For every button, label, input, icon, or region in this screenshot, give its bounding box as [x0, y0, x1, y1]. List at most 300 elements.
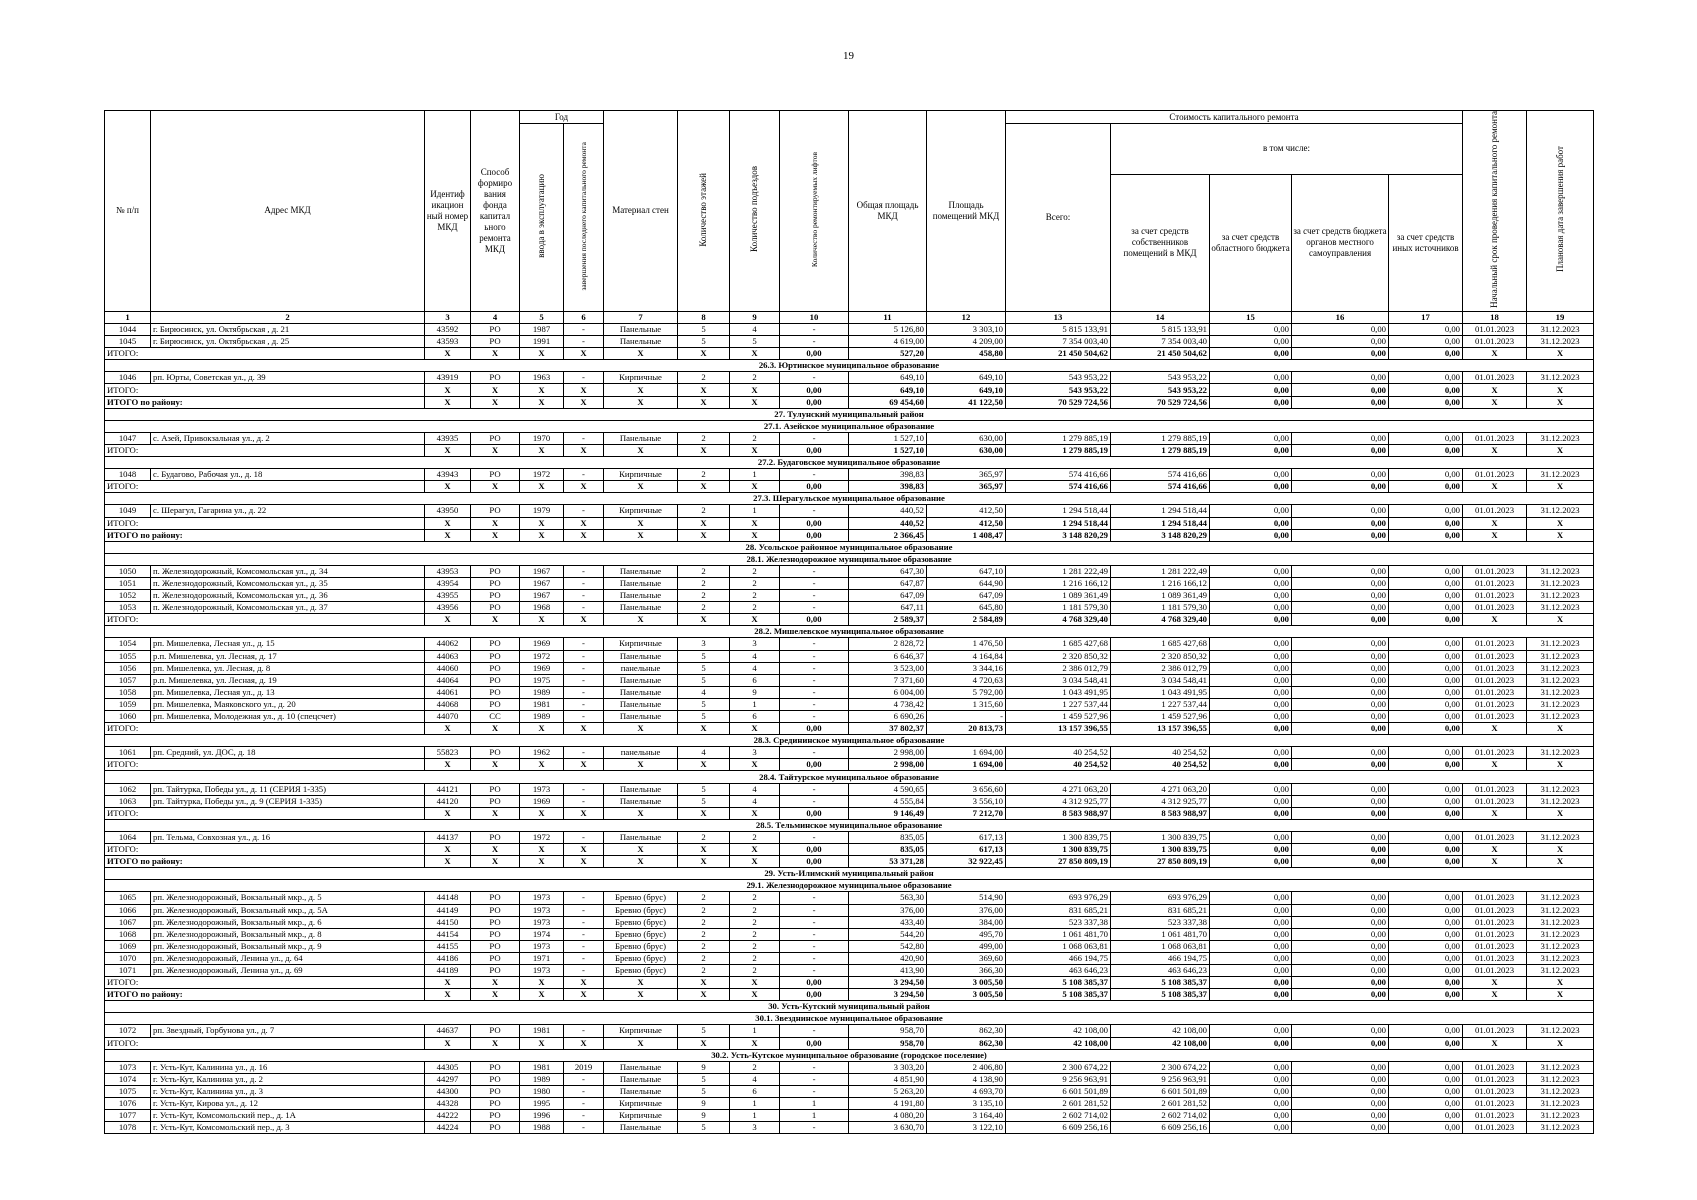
capital-repair-table-container [104, 110, 1593, 1134]
cell-id: 44149 [425, 904, 471, 916]
cell-cost-local: 0,00 [1292, 892, 1389, 904]
cell-floors: 5 [678, 795, 730, 807]
cell-id: 44120 [425, 795, 471, 807]
cell-address: г. Усть-Кут, Калинина ул., д. 3 [151, 1085, 425, 1097]
cell-address: рп. Железнодорожный, Ленина ул., д. 69 [151, 964, 425, 976]
cell-start-date: 01.01.2023 [1463, 940, 1527, 952]
cell-material: Кирпичные [604, 1025, 678, 1037]
cell-year-start: 1980 [520, 1085, 564, 1097]
cell-material: Бревно (брус) [604, 928, 678, 940]
total-label: ИТОГО по району: [105, 856, 425, 868]
total-cost-other: 0,00 [1389, 977, 1463, 989]
table-row [105, 336, 1594, 348]
cell-cost-total: 1 279 885,19 [1006, 432, 1111, 444]
header-lifts-label: Количество ремонтируемых лифтов [809, 151, 819, 267]
total-cost-local: 0,00 [1292, 723, 1389, 735]
cell-cost-total: 1 300 839,75 [1006, 831, 1111, 843]
total-total-area: 440,52 [849, 517, 927, 529]
cell-total-area: 420,90 [849, 952, 927, 964]
cell-cost-other: 0,00 [1389, 928, 1463, 940]
cell-material: Панельные [604, 650, 678, 662]
total-lifts: 0,00 [780, 1037, 849, 1049]
total-label: ИТОГО по району: [105, 529, 425, 541]
total-premises-area: 649,10 [927, 384, 1006, 396]
total-entrances: X [730, 348, 780, 360]
cell-total-area: 4 191,80 [849, 1098, 927, 1110]
total-entrances: X [730, 856, 780, 868]
cell-premises-area: 4 720,63 [927, 674, 1006, 686]
cell-method: РО [471, 577, 520, 589]
cell-floors: 5 [678, 698, 730, 710]
cell-year-start: 1989 [520, 711, 564, 723]
cell-np: 1049 [105, 505, 151, 517]
cell-cost-owners: 1 216 166,12 [1111, 577, 1210, 589]
cell-end-date: 31.12.2023 [1527, 916, 1594, 928]
cell-method: РО [471, 1085, 520, 1097]
total-cost-owners: 8 583 988,97 [1111, 807, 1210, 819]
header-incl: в том числе: [1111, 124, 1463, 175]
total-start-date: X [1463, 1037, 1527, 1049]
cell-cost-regional: 0,00 [1210, 892, 1292, 904]
total-end-date: X [1527, 348, 1594, 360]
cell-year-last: - [564, 505, 604, 517]
table-row [105, 698, 1594, 710]
cell-year-last: - [564, 940, 604, 952]
cell-address: г. Усть-Кут, Комсомольский пер., д. 3 [151, 1122, 425, 1134]
table-row [105, 1110, 1594, 1122]
cell-cost-regional: 0,00 [1210, 711, 1292, 723]
cell-end-date: 31.12.2023 [1527, 1025, 1594, 1037]
cell-address: с. Шерагул, Гагарина ул., д. 22 [151, 505, 425, 517]
cell-cost-total: 2 320 850,32 [1006, 650, 1111, 662]
total-cost-total: 8 583 988,97 [1006, 807, 1111, 819]
cell-entrances: 2 [730, 928, 780, 940]
cell-start-date: 01.01.2023 [1463, 602, 1527, 614]
cell-floors: 5 [678, 336, 730, 348]
total-id: X [425, 384, 471, 396]
cell-year-last: - [564, 1098, 604, 1110]
cell-cost-other: 0,00 [1389, 602, 1463, 614]
cell-year-last: - [564, 952, 604, 964]
cell-end-date: 31.12.2023 [1527, 892, 1594, 904]
cell-year-start: 1969 [520, 795, 564, 807]
total-cost-owners: 1 294 518,44 [1111, 517, 1210, 529]
cell-cost-other: 0,00 [1389, 662, 1463, 674]
total-floors: X [678, 1037, 730, 1049]
cell-end-date: 31.12.2023 [1527, 1085, 1594, 1097]
cell-start-date: 01.01.2023 [1463, 577, 1527, 589]
total-id: X [425, 614, 471, 626]
subtotal-row [105, 517, 1594, 529]
cell-year-start: 1974 [520, 928, 564, 940]
cell-lifts: - [780, 1085, 849, 1097]
cell-entrances: 2 [730, 892, 780, 904]
cell-start-date: 01.01.2023 [1463, 686, 1527, 698]
cell-year-last: - [564, 1073, 604, 1085]
cell-method: РО [471, 324, 520, 336]
cell-cost-local: 0,00 [1292, 940, 1389, 952]
total-cost-local: 0,00 [1292, 807, 1389, 819]
cell-cost-owners: 6 609 256,16 [1111, 1122, 1210, 1134]
total-cost-regional: 0,00 [1210, 989, 1292, 1001]
total-id: X [425, 844, 471, 856]
cell-total-area: 3 523,00 [849, 662, 927, 674]
total-method: X [471, 614, 520, 626]
cell-cost-local: 0,00 [1292, 904, 1389, 916]
section-header-row [105, 626, 1594, 638]
cell-total-area: 647,87 [849, 577, 927, 589]
cell-cost-regional: 0,00 [1210, 505, 1292, 517]
cell-method: РО [471, 638, 520, 650]
total-cost-local: 0,00 [1292, 444, 1389, 456]
cell-method: РО [471, 795, 520, 807]
cell-method: РО [471, 928, 520, 940]
cell-method: РО [471, 783, 520, 795]
cell-method: РО [471, 432, 520, 444]
cell-premises-area: 647,09 [927, 590, 1006, 602]
cell-cost-regional: 0,00 [1210, 1122, 1292, 1134]
table-row [105, 747, 1594, 759]
total-cost-total: 4 768 329,40 [1006, 614, 1111, 626]
cell-total-area: 5 126,80 [849, 324, 927, 336]
total-floors: X [678, 444, 730, 456]
column-number-cell: 16 [1292, 311, 1389, 323]
total-id: X [425, 517, 471, 529]
cell-lifts: - [780, 565, 849, 577]
cell-lifts: - [780, 469, 849, 481]
cell-year-start: 1962 [520, 747, 564, 759]
capital-repair-table [104, 110, 1594, 1134]
cell-start-date: 01.01.2023 [1463, 747, 1527, 759]
cell-cost-total: 574 416,66 [1006, 469, 1111, 481]
section-title: 27. Тулунский муниципальный район [105, 408, 1594, 420]
cell-end-date: 31.12.2023 [1527, 686, 1594, 698]
total-label: ИТОГО: [105, 348, 425, 360]
cell-material: Панельные [604, 686, 678, 698]
cell-cost-total: 3 034 548,41 [1006, 674, 1111, 686]
section-title: 28.5. Тельминское муниципальное образование [105, 819, 1594, 831]
cell-cost-regional: 0,00 [1210, 952, 1292, 964]
cell-lifts: - [780, 674, 849, 686]
cell-np: 1056 [105, 662, 151, 674]
cell-start-date: 01.01.2023 [1463, 1073, 1527, 1085]
cell-cost-other: 0,00 [1389, 1061, 1463, 1073]
total-cost-owners: 42 108,00 [1111, 1037, 1210, 1049]
total-end-date: X [1527, 977, 1594, 989]
cell-cost-owners: 2 602 714,02 [1111, 1110, 1210, 1122]
total-premises-area: 617,13 [927, 844, 1006, 856]
cell-material: Панельные [604, 565, 678, 577]
cell-year-start: 1987 [520, 324, 564, 336]
cell-cost-local: 0,00 [1292, 928, 1389, 940]
cell-start-date: 01.01.2023 [1463, 638, 1527, 650]
cell-end-date: 31.12.2023 [1527, 650, 1594, 662]
cell-floors: 5 [678, 662, 730, 674]
cell-year-start: 1969 [520, 638, 564, 650]
cell-id: 44150 [425, 916, 471, 928]
total-end-date: X [1527, 844, 1594, 856]
cell-lifts: - [780, 783, 849, 795]
cell-total-area: 4 590,65 [849, 783, 927, 795]
total-total-area: 527,20 [849, 348, 927, 360]
cell-total-area: 4 555,84 [849, 795, 927, 807]
total-cost-owners: 5 108 385,37 [1111, 989, 1210, 1001]
cell-cost-other: 0,00 [1389, 505, 1463, 517]
total-label: ИТОГО: [105, 614, 425, 626]
cell-id: 44064 [425, 674, 471, 686]
total-year-start: X [520, 517, 564, 529]
cell-end-date: 31.12.2023 [1527, 590, 1594, 602]
total-material: X [604, 517, 678, 529]
cell-total-area: 2 828,72 [849, 638, 927, 650]
cell-address: п. Железнодорожный, Комсомольская ул., д. 34 [151, 565, 425, 577]
cell-year-start: 1988 [520, 1122, 564, 1134]
cell-method: РО [471, 1110, 520, 1122]
cell-entrances: 9 [730, 686, 780, 698]
cell-np: 1066 [105, 904, 151, 916]
total-entrances: X [730, 723, 780, 735]
cell-floors: 5 [678, 1025, 730, 1037]
table-row [105, 952, 1594, 964]
district-total-row [105, 529, 1594, 541]
cell-entrances: 2 [730, 432, 780, 444]
cell-start-date: 01.01.2023 [1463, 916, 1527, 928]
total-cost-owners: 13 157 396,55 [1111, 723, 1210, 735]
header-year-last [564, 124, 604, 312]
header-premises-area: Площадь помещений МКД [927, 111, 1006, 312]
table-row [105, 324, 1594, 336]
cell-end-date: 31.12.2023 [1527, 336, 1594, 348]
cell-cost-total: 2 602 714,02 [1006, 1110, 1111, 1122]
cell-cost-other: 0,00 [1389, 638, 1463, 650]
cell-address: с. Будагово, Рабочая ул., д. 18 [151, 469, 425, 481]
district-total-row [105, 989, 1594, 1001]
column-number-cell: 5 [520, 311, 564, 323]
cell-cost-other: 0,00 [1389, 783, 1463, 795]
total-cost-other: 0,00 [1389, 481, 1463, 493]
total-start-date: X [1463, 723, 1527, 735]
header-lifts [780, 111, 849, 312]
cell-start-date: 01.01.2023 [1463, 892, 1527, 904]
cell-address: рп. Мишелевка, Маяковского ул., д. 20 [151, 698, 425, 710]
total-id: X [425, 529, 471, 541]
total-total-area: 69 454,60 [849, 396, 927, 408]
table-row [105, 686, 1594, 698]
total-floors: X [678, 807, 730, 819]
total-cost-regional: 0,00 [1210, 517, 1292, 529]
header-entrances [730, 111, 780, 312]
table-row [105, 795, 1594, 807]
cell-id: 44068 [425, 698, 471, 710]
total-end-date: X [1527, 481, 1594, 493]
cell-np: 1051 [105, 577, 151, 589]
section-title: 29.1. Железнодорожное муниципальное образование [105, 880, 1594, 892]
cell-cost-local: 0,00 [1292, 711, 1389, 723]
total-cost-total: 5 108 385,37 [1006, 989, 1111, 1001]
cell-floors: 2 [678, 916, 730, 928]
total-year-start: X [520, 348, 564, 360]
cell-id: 44063 [425, 650, 471, 662]
total-floors: X [678, 517, 730, 529]
section-title: 27.3. Шерагульское муниципальное образование [105, 493, 1594, 505]
cell-floors: 5 [678, 1122, 730, 1134]
total-floors: X [678, 856, 730, 868]
total-cost-total: 574 416,66 [1006, 481, 1111, 493]
cell-np: 1078 [105, 1122, 151, 1134]
cell-method: РО [471, 892, 520, 904]
total-id: X [425, 856, 471, 868]
cell-premises-area: 499,00 [927, 940, 1006, 952]
cell-material: Панельные [604, 590, 678, 602]
cell-cost-local: 0,00 [1292, 916, 1389, 928]
cell-cost-other: 0,00 [1389, 1025, 1463, 1037]
total-start-date: X [1463, 517, 1527, 529]
district-total-row [105, 856, 1594, 868]
cell-cost-other: 0,00 [1389, 747, 1463, 759]
total-cost-regional: 0,00 [1210, 977, 1292, 989]
cell-year-start: 1981 [520, 698, 564, 710]
cell-premises-area: 369,60 [927, 952, 1006, 964]
section-title: 30.2. Усть-Кутское муниципальное образование (городское поселение) [105, 1049, 1594, 1061]
column-number-cell: 17 [1389, 311, 1463, 323]
cell-np: 1045 [105, 336, 151, 348]
total-end-date: X [1527, 384, 1594, 396]
total-entrances: X [730, 517, 780, 529]
total-year-last: X [564, 807, 604, 819]
cell-np: 1046 [105, 372, 151, 384]
column-numbers-row [105, 311, 1594, 323]
total-year-start: X [520, 723, 564, 735]
section-header-row [105, 1049, 1594, 1061]
cell-method: РО [471, 916, 520, 928]
total-id: X [425, 989, 471, 1001]
cell-year-start: 1975 [520, 674, 564, 686]
section-header-row [105, 553, 1594, 565]
total-cost-total: 42 108,00 [1006, 1037, 1111, 1049]
cell-cost-other: 0,00 [1389, 1085, 1463, 1097]
column-number-cell: 7 [604, 311, 678, 323]
subtotal-row [105, 807, 1594, 819]
cell-method: РО [471, 1122, 520, 1134]
cell-entrances: 2 [730, 565, 780, 577]
cell-id: 44062 [425, 638, 471, 650]
cell-end-date: 31.12.2023 [1527, 904, 1594, 916]
total-label: ИТОГО: [105, 977, 425, 989]
cell-address: г. Усть-Кут, Кирова ул., д. 12 [151, 1098, 425, 1110]
total-cost-total: 1 294 518,44 [1006, 517, 1111, 529]
cell-id: 44328 [425, 1098, 471, 1110]
subtotal-row [105, 844, 1594, 856]
total-material: X [604, 989, 678, 1001]
total-floors: X [678, 989, 730, 1001]
total-material: X [604, 481, 678, 493]
total-end-date: X [1527, 856, 1594, 868]
cell-year-start: 1995 [520, 1098, 564, 1110]
cell-floors: 2 [678, 940, 730, 952]
total-label: ИТОГО: [105, 1037, 425, 1049]
cell-cost-total: 2 300 674,22 [1006, 1061, 1111, 1073]
header-cost: Стоимость капитального ремонта [1006, 111, 1463, 124]
cell-cost-local: 0,00 [1292, 372, 1389, 384]
cell-premises-area: 365,97 [927, 469, 1006, 481]
cell-address: р.п. Мишелевка, ул. Лесная, д. 17 [151, 650, 425, 662]
cell-np: 1057 [105, 674, 151, 686]
cell-total-area: 958,70 [849, 1025, 927, 1037]
table-header [105, 111, 1594, 312]
cell-year-last: - [564, 964, 604, 976]
total-cost-owners: 40 254,52 [1111, 759, 1210, 771]
cell-end-date: 31.12.2023 [1527, 795, 1594, 807]
cell-cost-local: 0,00 [1292, 650, 1389, 662]
cell-lifts: - [780, 1061, 849, 1073]
total-total-area: 835,05 [849, 844, 927, 856]
total-premises-area: 365,97 [927, 481, 1006, 493]
total-total-area: 958,70 [849, 1037, 927, 1049]
cell-total-area: 4 619,00 [849, 336, 927, 348]
total-id: X [425, 481, 471, 493]
cell-cost-local: 0,00 [1292, 1110, 1389, 1122]
cell-premises-area: 366,30 [927, 964, 1006, 976]
cell-total-area: 433,40 [849, 916, 927, 928]
total-cost-regional: 0,00 [1210, 856, 1292, 868]
cell-np: 1059 [105, 698, 151, 710]
cell-material: Панельные [604, 577, 678, 589]
total-premises-area: 630,00 [927, 444, 1006, 456]
total-label: ИТОГО по району: [105, 989, 425, 1001]
section-header-row [105, 541, 1594, 553]
cell-cost-other: 0,00 [1389, 577, 1463, 589]
cell-address: г. Бирюсинск, ул. Октябрьская , д. 21 [151, 324, 425, 336]
section-header-row [105, 1001, 1594, 1013]
total-cost-total: 5 108 385,37 [1006, 977, 1111, 989]
total-cost-other: 0,00 [1389, 844, 1463, 856]
total-cost-owners: 3 148 820,29 [1111, 529, 1210, 541]
total-id: X [425, 977, 471, 989]
total-floors: X [678, 396, 730, 408]
header-floors-label: Количество этажей [698, 172, 709, 247]
total-method: X [471, 844, 520, 856]
cell-cost-local: 0,00 [1292, 747, 1389, 759]
cell-year-start: 1979 [520, 505, 564, 517]
table-row [105, 711, 1594, 723]
cell-address: р.п. Мишелевка, ул. Лесная, д. 19 [151, 674, 425, 686]
cell-lifts: - [780, 795, 849, 807]
cell-premises-area: 862,30 [927, 1025, 1006, 1037]
cell-method: СС [471, 711, 520, 723]
total-label: ИТОГО: [105, 517, 425, 529]
cell-cost-total: 1 685 427,68 [1006, 638, 1111, 650]
total-entrances: X [730, 396, 780, 408]
total-id: X [425, 348, 471, 360]
total-cost-owners: 70 529 724,56 [1111, 396, 1210, 408]
cell-lifts: - [780, 1025, 849, 1037]
total-lifts: 0,00 [780, 759, 849, 771]
total-id: X [425, 444, 471, 456]
cell-start-date: 01.01.2023 [1463, 674, 1527, 686]
total-start-date: X [1463, 384, 1527, 396]
cell-lifts: - [780, 711, 849, 723]
total-cost-regional: 0,00 [1210, 444, 1292, 456]
cell-premises-area: 3 656,60 [927, 783, 1006, 795]
column-number-cell: 10 [780, 311, 849, 323]
cell-end-date: 31.12.2023 [1527, 952, 1594, 964]
total-lifts: 0,00 [780, 481, 849, 493]
total-cost-owners: 21 450 504,62 [1111, 348, 1210, 360]
cell-method: РО [471, 372, 520, 384]
total-floors: X [678, 844, 730, 856]
total-entrances: X [730, 444, 780, 456]
cell-start-date: 01.01.2023 [1463, 505, 1527, 517]
